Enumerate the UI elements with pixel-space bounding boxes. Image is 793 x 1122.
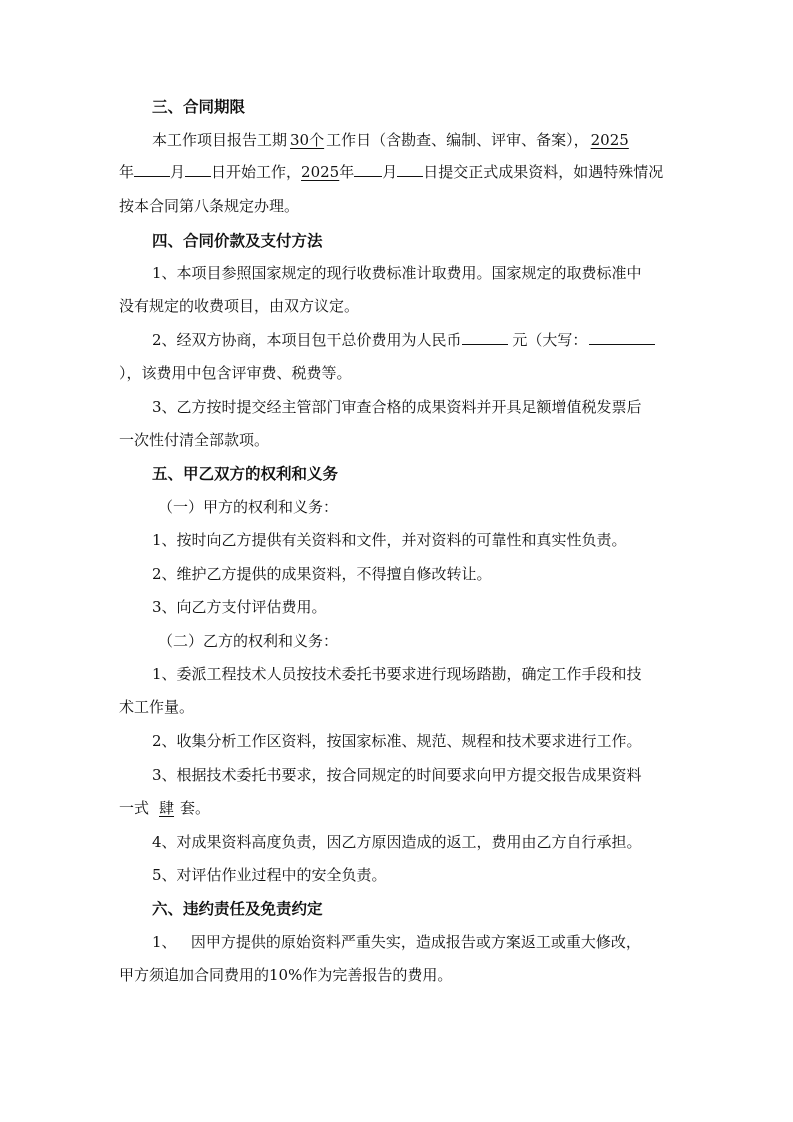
paragraph-line: 1、按时向乙方提供有关资料和文件，并对资料的可靠性和真实性负责。 [152, 531, 627, 549]
text: 一式 [119, 799, 150, 817]
paragraph-line: 4、对成果资料高度负责，因乙方原因造成的返工，费用由乙方自行承担。 [152, 833, 642, 851]
paragraph-line: 1、委派工程技术人员按技术委托书要求进行现场踏勘，确定工作手段和技 [152, 665, 642, 683]
text: 日提交正式成果资料，如遇特殊情况 [423, 163, 664, 181]
text: 本工作项目报告工期 [152, 131, 288, 149]
paragraph-line [152, 329, 655, 351]
paragraph-line: 甲方须追加合同费用的10%作为完善报告的费用。 [119, 966, 453, 984]
paragraph-line: 3、根据技术委托书要求，按合同规定的时间要求向甲方提交报告成果资料 [152, 766, 642, 784]
paragraph-line: 2、维护乙方提供的成果资料，不得擅自修改转让。 [152, 565, 492, 583]
section-title-contract-period: 三、合同期限 [152, 98, 246, 116]
paragraph-line: 一次性付清全部款项。 [119, 431, 270, 449]
text: 2、经双方协商，本项目包干总价费用为人民币 [152, 331, 462, 349]
text: 年 [339, 163, 355, 181]
paragraph-line: 按本合同第八条规定办理。 [119, 197, 300, 215]
filled-year: 2025 [590, 131, 629, 149]
blank-amount-capital [589, 329, 655, 345]
paragraph-line [152, 129, 637, 151]
section-title-rights-obligations: 五、甲乙双方的权利和义务 [152, 465, 339, 483]
text: 月 [170, 163, 186, 181]
text: 年 [119, 163, 135, 181]
paragraph-line: 没有规定的收费项目，由双方议定。 [119, 297, 360, 315]
text: 工作日（含勘查、编制、评审、备案）， [326, 131, 589, 149]
blank-day [185, 161, 211, 177]
text: 套。 [180, 799, 211, 817]
text: 日开始工作， [211, 163, 302, 181]
paragraph-line: ），该费用中包含评审费、税费等。 [119, 364, 352, 382]
paragraph-line: 2、收集分析工作区资料，按国家标准、规范、规程和技术要求进行工作。 [152, 732, 642, 750]
paragraph-line [119, 797, 210, 819]
text: 元（大写： [507, 331, 588, 349]
blank-amount [462, 329, 508, 345]
paragraph-line: 1、本项目参照国家规定的现行收费标准计取费用。国家规定的取费标准中 [152, 264, 642, 282]
paragraph-line: 1、 因甲方提供的原始资料严重失实，造成报告或方案返工或重大修改， [152, 933, 641, 951]
paragraph-line: 5、对评估作业过程中的安全负责。 [152, 866, 387, 884]
blank-month [134, 161, 170, 177]
paragraph-line: 3、乙方按时提交经主管部门审查合格的成果资料并开具足额增值税发票后 [152, 398, 642, 416]
section-title-price-payment: 四、合同价款及支付方法 [152, 232, 323, 250]
subsection-title-party-a: （一）甲方的权利和义务： [158, 498, 339, 516]
blank-day [397, 161, 423, 177]
filled-quantity: 肆 [159, 799, 175, 817]
text: 月 [382, 163, 398, 181]
filled-year: 2025 [301, 163, 340, 181]
subsection-title-party-b: （二）乙方的权利和义务： [158, 632, 339, 650]
blank-month [354, 161, 382, 177]
paragraph-line: 3、向乙方支付评估费用。 [152, 598, 327, 616]
filled-days: 30个 [290, 131, 325, 149]
paragraph-line [119, 161, 663, 183]
paragraph-line: 术工作量。 [119, 698, 195, 716]
section-title-liability: 六、违约责任及免责约定 [152, 900, 323, 918]
